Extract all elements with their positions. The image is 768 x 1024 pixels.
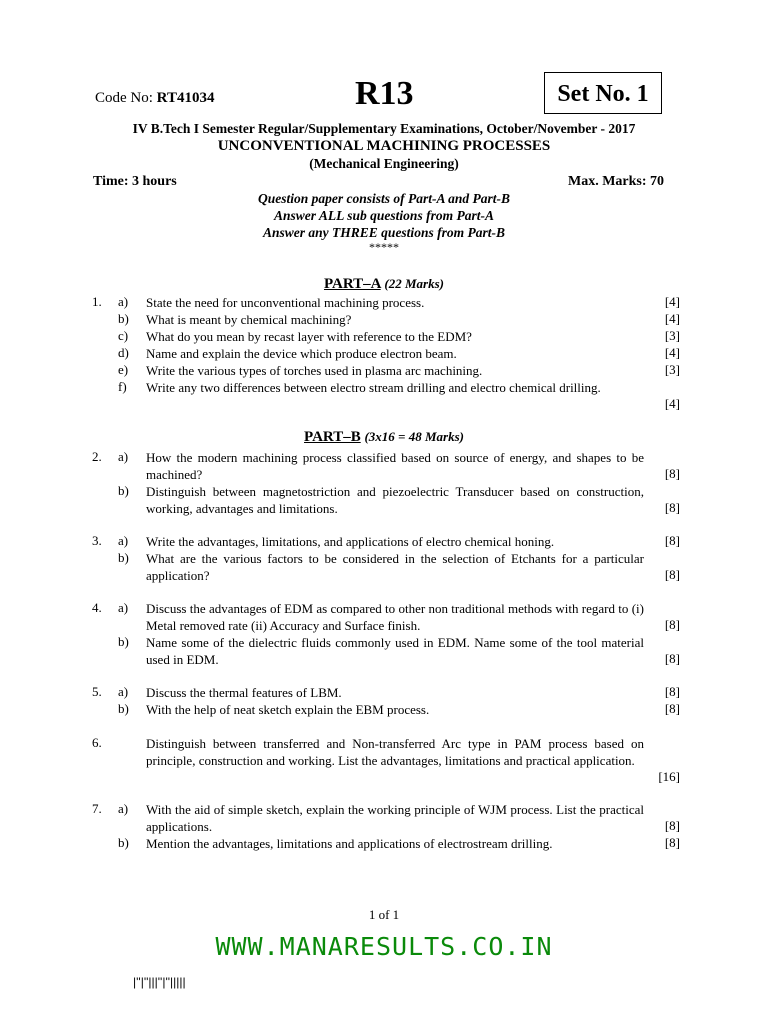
question-label: e)	[118, 362, 129, 377]
question-text: Write the advantages, limitations, and applications of electro chemical honing.	[146, 534, 555, 549]
question-label: b)	[118, 634, 129, 649]
question-text: How the modern machining process classified based on source of energy, and shapes to be machined?	[146, 450, 644, 482]
question-label: f)	[118, 379, 127, 394]
instruction-line: Answer ALL sub questions from Part-A	[274, 208, 494, 223]
question-text: Write any two differences between electro stream drilling and electro chemical drilling.	[146, 380, 601, 395]
question-label: b)	[118, 311, 129, 326]
question-marks: [4]	[664, 311, 680, 326]
subject-title: UNCONVENTIONAL MACHINING PROCESSES	[217, 138, 551, 154]
code-value: RT41034	[156, 90, 215, 106]
part-b-heading	[0, 429, 768, 446]
question-number: 1.	[92, 294, 102, 309]
question-label: a)	[118, 684, 129, 699]
question-label: a)	[118, 600, 129, 615]
question-text: State the need for unconventional machining process.	[146, 295, 425, 310]
question-marks: [4]	[664, 345, 680, 360]
question-text: Distinguish between transferred and Non-transferred Arc type in PAM process based on principle, construction and working. List the advantages, limitations and practical application.	[146, 736, 644, 768]
question-label: a)	[118, 801, 129, 816]
question-text: Name and explain the device which produce electron beam.	[146, 346, 457, 361]
part-a-marks: (22 Marks)	[384, 276, 445, 291]
part-b-title: PART–B	[304, 429, 361, 445]
question-marks: [8]	[664, 835, 680, 850]
question-number: 3.	[92, 533, 102, 548]
part-b-marks: (3x16 = 48 Marks)	[364, 429, 464, 444]
question-marks: [8]	[664, 617, 680, 632]
instruction-line: Question paper consists of Part-A and Part-B	[257, 191, 511, 206]
part-a-heading	[0, 276, 768, 293]
branch-name: (Mechanical Engineering)	[309, 156, 459, 171]
instruction-line: Answer any THREE questions from Part-B	[263, 225, 505, 240]
part-a-title: PART–A	[323, 276, 381, 292]
question-label: d)	[118, 345, 129, 360]
question-text: With the aid of simple sketch, explain the working principle of WJM process. List the practical applications.	[146, 802, 644, 834]
question-number: 5.	[92, 684, 102, 699]
question-marks: [8]	[664, 701, 680, 716]
question-text: What do you mean by recast layer with reference to the EDM?	[146, 329, 472, 344]
question-text: Name some of the dielectric fluids commonly used in EDM. Name some of the tool material used in EDM.	[146, 635, 644, 667]
question-marks: [8]	[664, 684, 680, 699]
question-text: Mention the advantages, limitations and applications of electrostream drilling.	[146, 836, 553, 851]
code-number	[95, 90, 214, 107]
website-link[interactable]: WWW.MANARESULTS.CO.IN	[215, 932, 553, 961]
question-text: Distinguish between magnetostriction and piezoelectric Transducer based on construction, working, advantages and limitations.	[146, 484, 644, 516]
question-label: a)	[118, 294, 129, 309]
question-text: With the help of neat sketch explain the EBM process.	[146, 702, 430, 717]
separator-stars: *****	[369, 240, 399, 254]
question-marks: [3]	[664, 362, 680, 377]
question-marks: [8]	[664, 651, 680, 666]
question-marks: [16]	[658, 769, 680, 784]
barcode-text: |''|''|||''|''|||||	[133, 975, 186, 989]
question-text: Discuss the thermal features of LBM.	[146, 685, 342, 700]
question-marks: [8]	[664, 500, 680, 515]
regulation-code: R13	[355, 75, 414, 112]
question-label: b)	[118, 483, 129, 498]
question-number: 2.	[92, 449, 102, 464]
question-label: c)	[118, 328, 129, 343]
question-marks: [4]	[664, 396, 680, 411]
question-text: Discuss the advantages of EDM as compared to other non traditional methods with regard to (i) Metal removed rate (ii) Accuracy and Surface finish.	[146, 601, 644, 633]
question-number: 6.	[92, 735, 102, 750]
question-number: 4.	[92, 600, 102, 615]
question-marks: [3]	[664, 328, 680, 343]
question-text: What is meant by chemical machining?	[146, 312, 352, 327]
question-label: a)	[118, 449, 129, 464]
question-label: b)	[118, 835, 129, 850]
question-text: What are the various factors to be considered in the selection of Etchants for a particular application?	[146, 551, 644, 583]
page-number: 1 of 1	[368, 907, 400, 922]
question-number: 7.	[92, 801, 102, 816]
question-marks: [8]	[664, 818, 680, 833]
set-number-box: Set No. 1	[544, 72, 662, 114]
question-label: a)	[118, 533, 129, 548]
exam-duration: Time: 3 hours	[93, 174, 177, 189]
question-marks: [4]	[664, 294, 680, 309]
max-marks: Max. Marks: 70	[568, 174, 665, 189]
question-marks: [8]	[664, 533, 680, 548]
question-label: b)	[118, 550, 129, 565]
question-marks: [8]	[664, 567, 680, 582]
question-text: Write the various types of torches used in plasma arc machining.	[146, 363, 483, 378]
question-marks: [8]	[664, 466, 680, 481]
question-label: b)	[118, 701, 129, 716]
exam-title: IV B.Tech I Semester Regular/Supplementary Examinations, October/November - 2017	[132, 121, 636, 136]
code-label: Code No:	[95, 90, 157, 106]
